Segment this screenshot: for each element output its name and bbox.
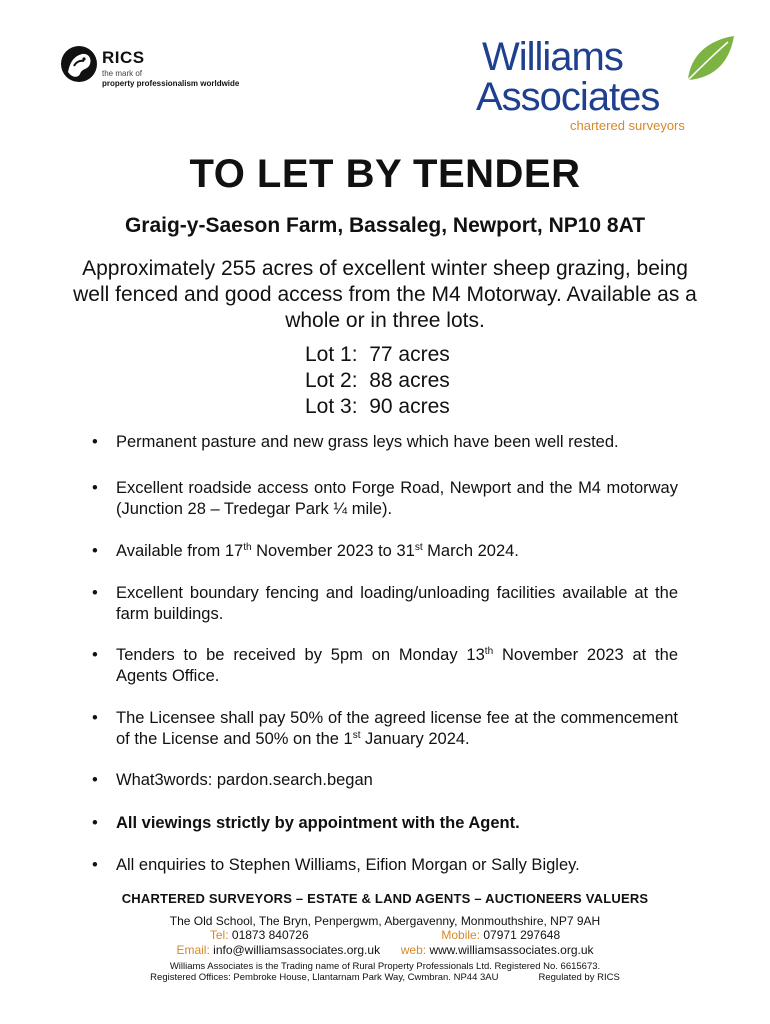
lot-label: Lot 3: — [305, 395, 358, 418]
list-item — [92, 708, 678, 750]
bullet-text: Tenders to be received by 5pm on Monday 13th November 2023 at the Agents Office. — [116, 646, 678, 685]
footer-heading: CHARTERED SURVEYORS – ESTATE & LAND AGENTS – AUCTIONEERS VALUERS — [121, 891, 649, 906]
lot-label: Lot 2: — [305, 369, 358, 392]
lots-list — [305, 342, 450, 420]
rics-logo — [60, 44, 260, 94]
mobile-label: Mobile: — [441, 928, 481, 942]
tel-label: Tel: — [209, 928, 229, 942]
lot-item — [305, 368, 450, 394]
email-label: Email: — [176, 943, 210, 957]
bullet-text: Excellent roadside access onto Forge Road, Newport and the M4 motorway (Junction 28 – Tredegar Park ¼ mile). — [116, 479, 678, 518]
bullet-icon: • — [92, 856, 98, 874]
list-item — [92, 583, 678, 625]
rics-tagline: the mark of — [102, 69, 143, 78]
email-link[interactable]: info@williamsassociates.org.uk — [213, 943, 381, 957]
bullet-text: What3words: pardon.search.began — [116, 771, 373, 789]
bullet-text: All viewings strictly by appointment with the Agent. — [116, 814, 520, 832]
list-item — [92, 541, 678, 562]
bullet-icon: • — [92, 709, 98, 727]
bullet-icon: • — [92, 433, 98, 451]
footer-phone-line — [0, 928, 770, 942]
lot-acres: 88 acres — [369, 369, 450, 392]
bullet-icon: • — [92, 814, 98, 832]
brand-line-1: Williams — [482, 35, 623, 79]
bullet-icon: • — [92, 584, 98, 602]
leaf-icon — [682, 34, 736, 86]
property-address: Graig-y-Saeson Farm, Bassaleg, Newport, NP10 8AT — [124, 214, 646, 237]
rics-lion-icon — [60, 44, 100, 88]
brand-subtitle: chartered surveyors — [570, 118, 685, 133]
web-link[interactable]: www.williamsassociates.org.uk — [429, 943, 594, 957]
footer-web-line — [0, 943, 770, 957]
list-item — [92, 855, 678, 876]
rics-tagline-bold: property professionalism worldwide — [102, 79, 240, 88]
footer-registered-office: Registered Offices: Pembroke House, Llantarnam Park Way, Cwmbran. NP44 3AU Regulated by RICS — [150, 972, 620, 983]
page-title: TO LET BY TENDER — [189, 152, 581, 196]
lot-label: Lot 1: — [305, 343, 358, 366]
brand-line-2: Associates — [476, 75, 660, 119]
mobile-number: 07971 297648 — [483, 928, 561, 942]
intro-paragraph: Approximately 255 acres of excellent winter sheep grazing, being well fenced and good access from the M4 Motorway. Available as a whole or in three lots. — [73, 257, 697, 332]
footer-address: The Old School, The Bryn, Penpergwm, Abergavenny, Monmouthshire, NP7 9AH — [169, 914, 601, 928]
bullet-text: Available from 17th November 2023 to 31st March 2024. — [116, 542, 519, 560]
lot-item — [305, 394, 450, 420]
rics-wordmark: RICS — [102, 48, 145, 67]
footer-regulated: Regulated by RICS — [538, 972, 620, 983]
list-item — [92, 813, 678, 834]
list-item — [92, 770, 678, 791]
list-item — [92, 432, 678, 453]
williams-associates-logo — [476, 34, 738, 136]
bullet-text: The Licensee shall pay 50% of the agreed license fee at the commencement of the License and 50% on the 1st January 2024. — [116, 709, 678, 748]
bullet-text: Permanent pasture and new grass leys which have been well rested. — [116, 433, 619, 451]
lot-acres: 77 acres — [369, 343, 450, 366]
footer-trading-name: Williams Associates is the Trading name of Rural Property Professionals Ltd. Registered No. 6615673. — [169, 961, 601, 972]
bullet-text: Excellent boundary fencing and loading/unloading facilities available at the farm buildings. — [116, 584, 678, 623]
bullet-text: All enquiries to Stephen Williams, Eifion Morgan or Sally Bigley. — [116, 856, 580, 874]
list-item — [92, 478, 678, 520]
bullet-icon: • — [92, 479, 98, 497]
bullet-icon: • — [92, 542, 98, 560]
bullet-icon: • — [92, 771, 98, 789]
bullet-icon: • — [92, 646, 98, 664]
tel-number: 01873 840726 — [231, 928, 309, 942]
lot-item — [305, 342, 450, 368]
lot-acres: 90 acres — [369, 395, 450, 418]
web-label: web: — [400, 943, 427, 957]
list-item — [92, 645, 678, 687]
